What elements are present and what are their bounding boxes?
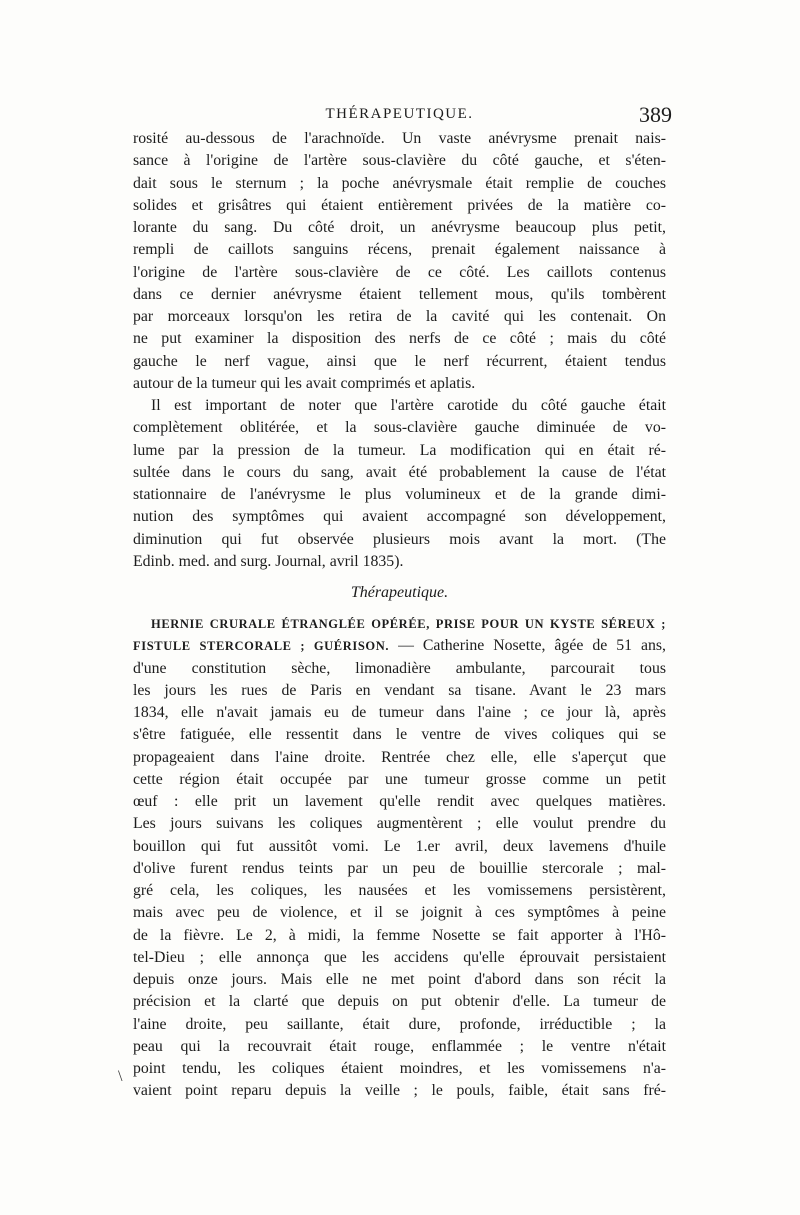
text-line: vaient point reparu depuis la veille ; le pouls, faible, était sans fré- [133, 1082, 666, 1100]
text-line: 1834, elle n'avait jamais eu de tumeur dans l'aine ; ce jour là, après [133, 704, 666, 721]
text-line: peau qui la recouvrait était rouge, enflammée ; le ventre n'était [133, 1037, 666, 1055]
text-line: sance à l'origine de l'artère sous-clavière du côté gauche, et s'éten- [133, 152, 666, 170]
text-line: gré cela, les coliques, les nausées et les vomissemens persistèrent, [133, 882, 666, 899]
text-line: d'olive furent rendus teints par un peu de bouillie stercorale ; mal- [133, 859, 666, 877]
text-line: précision et la clarté que depuis on put obtenir d'elle. La tumeur de [133, 993, 666, 1011]
margin-mark: \ [118, 1068, 123, 1085]
running-title: THÉRAPEUTIQUE. [325, 106, 474, 122]
paragraph-carotid-note [133, 395, 666, 573]
text-line: tel-Dieu ; elle annonça que les accidens qu'elle éprouvait persistaient [133, 948, 666, 966]
text-line: ne put examiner la disposition des nerfs de ce côté ; mais du côté [133, 330, 666, 348]
page-body [133, 128, 666, 1103]
section-heading: Thérapeutique. [350, 584, 449, 601]
text-line: dans ce dernier anévrysme étaient tellement mous, qu'ils tombèrent [133, 285, 666, 303]
case-title-line [133, 613, 666, 635]
text-line: lorante du sang. Du côté droit, un anévrysme beaucoup plus petit, [133, 219, 666, 236]
text-line: l'origine de l'artère sous-clavière de ce côté. Les caillots contenus [133, 263, 666, 281]
text-line: depuis onze jours. Mais elle ne met point d'abord dans son récit la [133, 971, 666, 988]
text-line: sultée dans le cours du sang, avait été probablement la cause de l'état [133, 463, 666, 481]
case-title-line [133, 635, 666, 657]
text-line: les jours les rues de Paris en vendant sa tisane. Avant le 23 mars [133, 681, 666, 699]
text-line: Edinb. med. and surg. Journal, avril 1835). [133, 552, 404, 570]
text-line: œuf : elle prit un lavement qu'elle rendit avec quelques matières. [133, 793, 666, 810]
case-report [133, 613, 666, 1103]
text-line: diminution qui fut observée plusieurs mois avant la mort. (The [133, 530, 666, 548]
text-line: de la fièvre. Le 2, à midi, la femme Nosette se fait apporter à l'Hô- [133, 926, 666, 944]
text-line: solides et grisâtres qui étaient entièrement privées de la matière co- [133, 196, 666, 214]
text-line: autour de la tumeur qui les avait comprimés et aplatis. [133, 374, 476, 392]
case-opening-text: — Catherine Nosette, âgée de 51 ans, [398, 637, 667, 655]
text-line: bouillon qui fut aussitôt vomi. Le 1.er avril, deux lavemens d'huile [133, 837, 666, 855]
text-line: gauche le nerf vague, ainsi que le nerf récurrent, étaient tendus [133, 352, 666, 370]
text-line: dait sous le sternum ; la poche anévrysmale était remplie de couches [133, 174, 666, 192]
text-line: s'être fatiguée, elle ressentit dans le ventre de vives coliques qui se [133, 726, 666, 744]
text-line: l'aine droite, peu saillante, était dure, profonde, irréductible ; la [133, 1015, 666, 1033]
text-line: rosité au-dessous de l'arachnoïde. Un vaste anévrysme prenait nais- [133, 130, 666, 147]
paragraph-aneurysm-description [133, 128, 666, 395]
text-line: par morceaux lorsqu'on les retira de la cavité qui les contenait. On [133, 308, 666, 325]
text-line: mais avec peu de violence, et il se joignit à ces symptômes à peine [133, 904, 666, 922]
text-line: cette région était occupée par une tumeur grosse comme un petit [133, 770, 666, 788]
page-number: 389 [639, 102, 672, 127]
text-line: Il est important de noter que l'artère carotide du côté gauche était [151, 397, 666, 414]
case-title-continued: FISTULE STERCORALE ; GUÉRISON. [133, 639, 390, 654]
text-line: stationnaire de l'anévrysme le plus volumineux et de la grande dimi- [133, 486, 666, 503]
text-line: d'une constitution sèche, limonadière ambulante, parcourait tous [133, 659, 666, 677]
case-title: HERNIE CRURALE ÉTRANGLÉE OPÉRÉE, PRISE POUR UN KYSTE SÉREUX ; [151, 617, 666, 631]
text-line: point tendu, les coliques étaient moindres, et les vomissemens n'a- [133, 1060, 666, 1077]
text-line: complètement oblitérée, et la sous-clavière gauche diminuée de vo- [133, 419, 666, 437]
text-line: nution des symptômes qui avaient accompagné son développement, [133, 508, 666, 526]
text-line: rempli de caillots sanguins récens, prenait également naissance à [133, 241, 666, 259]
text-line: propageaient dans l'aine droite. Rentrée chez elle, elle s'aperçut que [133, 748, 666, 766]
text-line: lume par la pression de la tumeur. La modification qui en était ré- [133, 441, 666, 459]
text-line: Les jours suivans les coliques augmentèrent ; elle voulut prendre du [133, 815, 666, 833]
